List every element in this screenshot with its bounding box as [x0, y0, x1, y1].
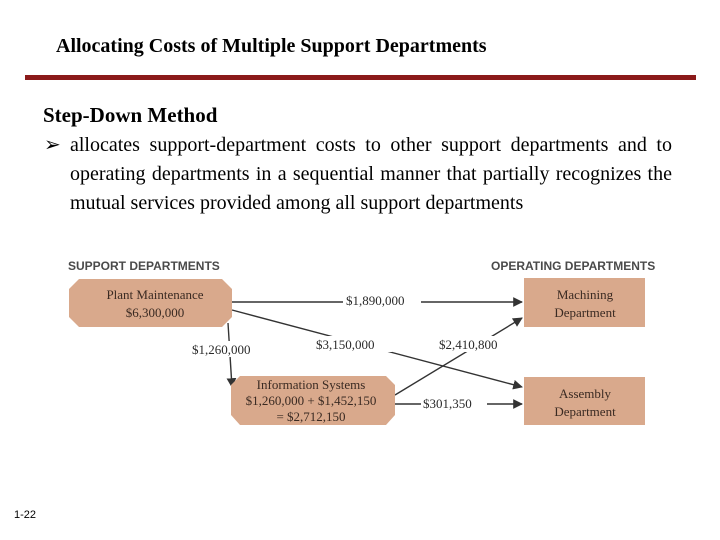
- support-departments-header: SUPPORT DEPARTMENTS: [68, 259, 220, 273]
- plant-maintenance-cost: $6,300,000: [125, 305, 185, 320]
- amount-plant-to-machining: $1,890,000: [346, 293, 405, 308]
- arrow-bullet-icon: ➢: [44, 134, 61, 156]
- amount-plant-to-info: $1,260,000: [192, 342, 251, 357]
- operating-departments-header: OPERATING DEPARTMENTS: [491, 259, 656, 273]
- plant-maintenance-label: Plant Maintenance: [106, 287, 204, 302]
- information-systems-box: [231, 376, 395, 425]
- amount-info-to-machining: $2,410,800: [439, 337, 498, 352]
- assembly-department-box: [524, 377, 645, 425]
- assembly-label-line1: Assembly: [559, 386, 611, 401]
- amount-info-to-assembly: $301,350: [423, 396, 472, 411]
- method-heading: Step-Down Method: [43, 103, 218, 127]
- flow-info-to-machining: [395, 318, 522, 395]
- information-systems-label: Information Systems: [256, 377, 366, 392]
- bullet-text: allocates support-department costs to other support departments and to operating departments in a sequential manner that partially recognizes the mutual services provided among all support departments: [70, 134, 672, 214]
- plant-maintenance-box: [69, 279, 232, 327]
- information-systems-cost: $1,260,000 + $1,452,150: [245, 393, 377, 408]
- slide-title: Allocating Costs of Multiple Support Departments: [56, 35, 487, 57]
- assembly-label-line2: Department: [554, 404, 616, 419]
- machining-department-box: [524, 278, 645, 327]
- slide-number: 1-22: [14, 509, 37, 521]
- information-systems-total: = $2,712,150: [276, 409, 346, 424]
- machining-label-line2: Department: [554, 305, 616, 320]
- machining-label-line1: Machining: [556, 287, 614, 302]
- amount-plant-to-assembly: $3,150,000: [316, 337, 375, 352]
